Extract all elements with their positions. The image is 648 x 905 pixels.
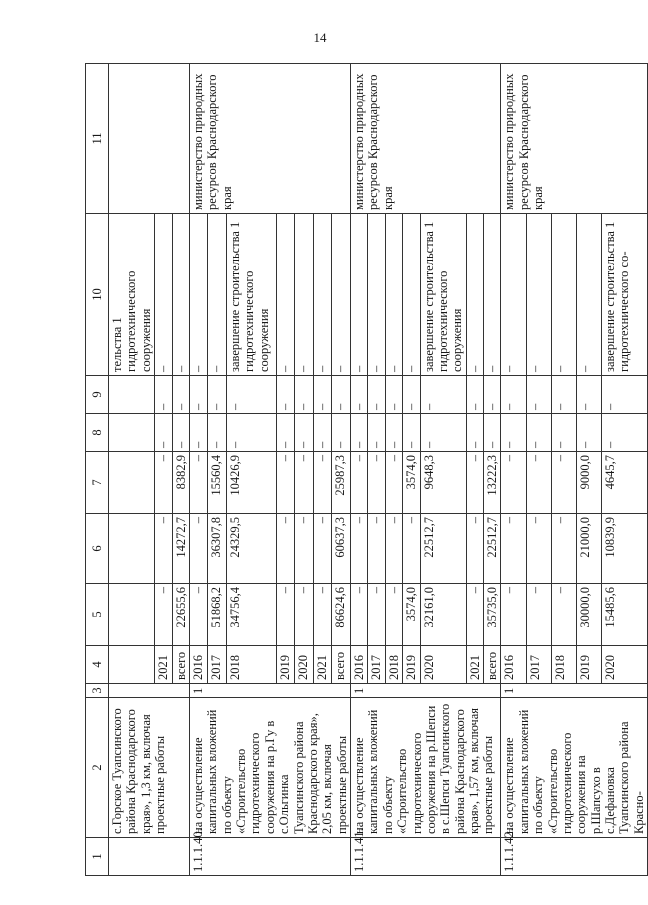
col10-result: завершение строительства 1 гидротехнического сооружения — [227, 214, 276, 376]
col10-result: завершение строительства 1 гидротехнического сооружения — [420, 214, 466, 376]
col8-local: – — [172, 414, 189, 452]
col7-federal: 8382,9 — [172, 452, 189, 514]
col5-total: – — [368, 584, 385, 646]
col8-local: – — [403, 414, 420, 452]
col5-total: 15485,6 — [602, 584, 648, 646]
col9-other: – — [501, 376, 526, 414]
col9-other: – — [172, 376, 189, 414]
header-cell-7: 7 — [86, 452, 109, 514]
col9-other: – — [526, 376, 551, 414]
col8-local: – — [227, 414, 276, 452]
row-year: 2017 — [526, 646, 551, 684]
row-id: 1.1.1.41. — [351, 838, 501, 876]
col7-federal: 3574,0 — [403, 452, 420, 514]
col5-total: 32161,0 — [420, 584, 466, 646]
col6-regional: – — [276, 514, 295, 584]
col5-total: 86624,6 — [332, 584, 351, 646]
col7-federal: 10426,9 — [227, 452, 276, 514]
col10-result: – — [276, 214, 295, 376]
col9-other: – — [276, 376, 295, 414]
col6-regional: 22512,7 — [420, 514, 466, 584]
header-cell-8: 8 — [86, 414, 109, 452]
row-executor: министерство природных ресурсов Краснодарского края — [351, 64, 501, 214]
row-year: всего — [332, 646, 351, 684]
header-cell-3: 3 — [86, 684, 109, 698]
col9-other: – — [189, 376, 208, 414]
row-year: 2016 — [351, 646, 368, 684]
col7-federal: – — [368, 452, 385, 514]
col8-local: – — [368, 414, 385, 452]
col10-result: – — [155, 214, 172, 376]
header-cell-10: 10 — [86, 214, 109, 376]
col10-result: – — [368, 214, 385, 376]
col7-federal: – — [551, 452, 576, 514]
col6-regional: 60637,3 — [332, 514, 351, 584]
col9-other: – — [420, 376, 466, 414]
col5-total: – — [526, 584, 551, 646]
program-table — [85, 63, 648, 876]
row-name: на осуществление капитальных вложений по объекту «Строительство гидротехнического сооружения на р.Шепси в с.Шепси Туапсинского района Краснодарского края», 1,57 км, включая проектные работы — [351, 698, 501, 838]
row-year: 2018 — [551, 646, 576, 684]
col8-local: – — [466, 414, 483, 452]
col6-regional: – — [403, 514, 420, 584]
col8-local: – — [576, 414, 601, 452]
row-year: 2019 — [276, 646, 295, 684]
header-cell-4: 4 — [86, 646, 109, 684]
row-number: 1 — [501, 684, 648, 698]
col5-total: – — [276, 584, 295, 646]
row-executor: министерство природных ресурсов Краснодарского края — [501, 64, 648, 214]
col10-result: – — [351, 214, 368, 376]
col6-regional: 14272,7 — [172, 514, 189, 584]
col8-local: – — [602, 414, 648, 452]
row-id — [109, 838, 190, 876]
header-row — [86, 64, 109, 876]
col9-other: – — [403, 376, 420, 414]
col9-other: – — [551, 376, 576, 414]
header-cell-11: 11 — [86, 64, 109, 214]
row-number: 1 — [189, 684, 350, 698]
col7-federal: 9000,0 — [576, 452, 601, 514]
col8-local: – — [189, 414, 208, 452]
row-year: 2019 — [576, 646, 601, 684]
table-row — [351, 64, 368, 876]
row-id: 1.1.1.42. — [501, 838, 648, 876]
col6-regional: – — [466, 514, 483, 584]
col7-federal: 15560,4 — [208, 452, 227, 514]
header-cell-5: 5 — [86, 584, 109, 646]
col5-total: 34756,4 — [227, 584, 276, 646]
col10-result: – — [208, 214, 227, 376]
col7-federal: – — [276, 452, 295, 514]
col7-federal: 4645,7 — [602, 452, 648, 514]
row-year: 2017 — [208, 646, 227, 684]
row-year: всего — [172, 646, 189, 684]
col6-regional: – — [526, 514, 551, 584]
row-year: 2019 — [403, 646, 420, 684]
col5-total: – — [295, 584, 314, 646]
col6-regional: – — [351, 514, 368, 584]
col6-regional — [109, 514, 155, 584]
col9-other: – — [368, 376, 385, 414]
col9-other: – — [295, 376, 314, 414]
col5-total: 30000,0 — [576, 584, 601, 646]
col8-local: – — [208, 414, 227, 452]
row-number: 1 — [351, 684, 501, 698]
col7-federal — [109, 452, 155, 514]
row-year: 2020 — [420, 646, 466, 684]
col7-federal: – — [313, 452, 332, 514]
col5-total: – — [466, 584, 483, 646]
col10-result: – — [484, 214, 501, 376]
col10-result: – — [189, 214, 208, 376]
row-number — [109, 684, 190, 698]
col5-total: – — [189, 584, 208, 646]
row-year: 2020 — [602, 646, 648, 684]
row-executor: министерство природных ресурсов Краснодарского края — [189, 64, 350, 214]
col9-other: – — [466, 376, 483, 414]
col10-result: – — [313, 214, 332, 376]
row-year: 2016 — [189, 646, 208, 684]
col5-total: – — [385, 584, 402, 646]
col9-other: – — [576, 376, 601, 414]
col7-federal: 25987,3 — [332, 452, 351, 514]
col10-result: – — [403, 214, 420, 376]
col9-other: – — [155, 376, 172, 414]
col9-other — [109, 376, 155, 414]
col6-regional: – — [368, 514, 385, 584]
col8-local: – — [332, 414, 351, 452]
row-year: 2021 — [155, 646, 172, 684]
col5-total: 3574,0 — [403, 584, 420, 646]
col10-result: завершение строительства 1 гидротехнического со- — [602, 214, 648, 376]
col6-regional: 21000,0 — [576, 514, 601, 584]
header-cell-9: 9 — [86, 376, 109, 414]
col7-federal: – — [501, 452, 526, 514]
col10-result: – — [172, 214, 189, 376]
col6-regional: 24329,5 — [227, 514, 276, 584]
col6-regional: – — [385, 514, 402, 584]
col5-total: – — [351, 584, 368, 646]
row-name: с.Горское Туапсинского района Краснодарского края», 1,3 км, включая проектные работы — [109, 698, 190, 838]
col10-result: – — [385, 214, 402, 376]
col10-result: – — [501, 214, 526, 376]
row-year — [109, 646, 155, 684]
table-body — [86, 64, 648, 876]
col7-federal: – — [385, 452, 402, 514]
col9-other: – — [313, 376, 332, 414]
header-cell-2: 2 — [86, 698, 109, 838]
col6-regional: – — [155, 514, 172, 584]
row-year: 2021 — [466, 646, 483, 684]
col7-federal: 13222,3 — [484, 452, 501, 514]
row-id: 1.1.1.40. — [189, 838, 350, 876]
col6-regional: – — [189, 514, 208, 584]
row-name: на осуществление капитальных вложений по объекту «Строительство гидротехнического сооружения на р.Шапсухо в с.Дефановка Туапсинского района Красно- — [501, 698, 648, 838]
table-viewport — [85, 64, 646, 876]
col8-local: – — [155, 414, 172, 452]
col8-local: – — [501, 414, 526, 452]
col6-regional: 10839,9 — [602, 514, 648, 584]
col7-federal: – — [155, 452, 172, 514]
col10-result: тельства 1 гидротехнического сооружения — [109, 214, 155, 376]
col8-local: – — [385, 414, 402, 452]
col7-federal: – — [526, 452, 551, 514]
col8-local — [109, 414, 155, 452]
col9-other: – — [602, 376, 648, 414]
col8-local: – — [484, 414, 501, 452]
col5-total: – — [313, 584, 332, 646]
table-row — [109, 64, 155, 876]
col7-federal: – — [466, 452, 483, 514]
col9-other: – — [385, 376, 402, 414]
col9-other: – — [208, 376, 227, 414]
col10-result: – — [551, 214, 576, 376]
rotated-table-container — [85, 64, 646, 876]
col8-local: – — [313, 414, 332, 452]
header-cell-6: 6 — [86, 514, 109, 584]
col7-federal: – — [351, 452, 368, 514]
col6-regional: – — [313, 514, 332, 584]
row-year: 2020 — [295, 646, 314, 684]
col10-result: – — [576, 214, 601, 376]
row-year: 2016 — [501, 646, 526, 684]
row-year: всего — [484, 646, 501, 684]
col8-local: – — [420, 414, 466, 452]
col6-regional: – — [295, 514, 314, 584]
row-year: 2021 — [313, 646, 332, 684]
col8-local: – — [295, 414, 314, 452]
row-year: 2018 — [227, 646, 276, 684]
col5-total: – — [551, 584, 576, 646]
col5-total — [109, 584, 155, 646]
page-number: 14 — [313, 30, 327, 45]
header-cell-1: 1 — [86, 838, 109, 876]
col8-local: – — [526, 414, 551, 452]
col8-local: – — [351, 414, 368, 452]
col7-federal: 9648,3 — [420, 452, 466, 514]
col7-federal: – — [295, 452, 314, 514]
col9-other: – — [332, 376, 351, 414]
col10-result: – — [526, 214, 551, 376]
col6-regional: 22512,7 — [484, 514, 501, 584]
col6-regional: 36307,8 — [208, 514, 227, 584]
col5-total: 35735,0 — [484, 584, 501, 646]
col5-total: – — [501, 584, 526, 646]
table-row — [189, 64, 208, 876]
row-name: на осуществление капитальных вложений по объекту «Строительство гидротехнического сооружения на р.Гу в с.Ольгинка Туапсинского района Краснодарского края», 2,05 км, включая проектные работы — [189, 698, 350, 838]
row-executor — [109, 64, 190, 214]
col9-other: – — [227, 376, 276, 414]
table-row — [501, 64, 526, 876]
col7-federal: – — [189, 452, 208, 514]
col8-local: – — [276, 414, 295, 452]
col5-total: 51868,2 — [208, 584, 227, 646]
col6-regional: – — [501, 514, 526, 584]
col10-result: – — [295, 214, 314, 376]
col10-result: – — [466, 214, 483, 376]
row-year: 2018 — [385, 646, 402, 684]
col5-total: 22655,6 — [172, 584, 189, 646]
col9-other: – — [351, 376, 368, 414]
col5-total: – — [155, 584, 172, 646]
col6-regional: – — [551, 514, 576, 584]
row-year: 2017 — [368, 646, 385, 684]
col10-result: – — [332, 214, 351, 376]
col9-other: – — [484, 376, 501, 414]
col8-local: – — [551, 414, 576, 452]
